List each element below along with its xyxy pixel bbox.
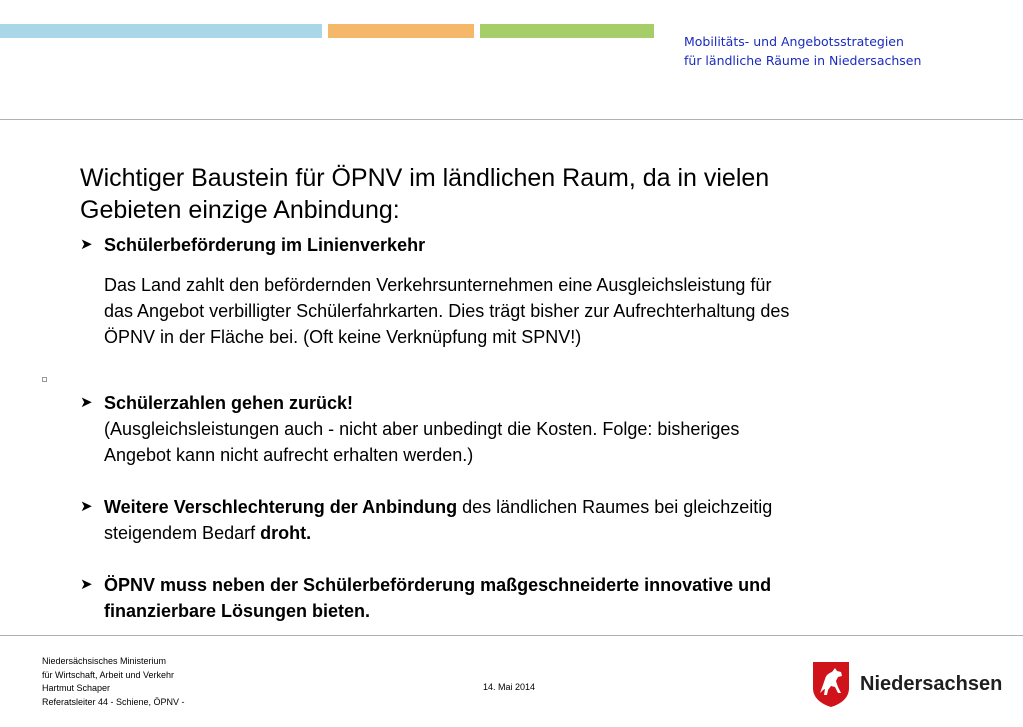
bullet-schuelerzahlen (80, 390, 960, 416)
header-title-line2: für ländliche Räume in Niedersachsen (684, 53, 922, 68)
footer-date: 14. Mai 2014 (483, 682, 536, 692)
body-line: das Angebot verbilligter Schülerfahrkarten. Dies trägt bisher zur Aufrechterhaltung des (104, 301, 790, 321)
bullet-heading: Schülerzahlen gehen zurück! (104, 393, 354, 413)
body-line: Angebot kann nicht aufrecht erhalten werden.) (104, 445, 474, 465)
header-stripe-orange (328, 24, 474, 38)
bullet-heading: Weitere Verschlechterung der Anbindung (104, 497, 458, 517)
arrow-bullet-icon: ➤ (80, 498, 93, 515)
bullet-oepnv-loesungen (80, 572, 960, 624)
bullet-verschlechterung (80, 494, 960, 520)
niedersachsen-logo (811, 660, 1003, 710)
body-line: ÖPNV in der Fläche bei. (Oft keine Verknüpfung mit SPNV!) (104, 327, 582, 347)
arrow-bullet-icon: ➤ (80, 236, 93, 253)
placeholder-mark (42, 377, 47, 382)
header-title (684, 32, 921, 70)
bullet-heading: finanzierbare Lösungen bieten. (104, 601, 371, 621)
body-line: Das Land zahlt den befördernden Verkehrsunternehmen eine Ausgleichsleistung für (104, 275, 772, 295)
header-title-line1: Mobilitäts- und Angebotsstrategien (684, 34, 904, 49)
bullet-body (80, 416, 960, 468)
intro-line: Wichtiger Baustein für ÖPNV im ländlichen Raum, da in vielen (80, 164, 770, 192)
bottom-divider (0, 635, 1023, 636)
arrow-bullet-icon: ➤ (80, 394, 93, 411)
body-line: (Ausgleichsleistungen auch - nicht aber unbedingt die Kosten. Folge: bisheriges (104, 419, 740, 439)
logo-text: Niedersachsen (860, 673, 1003, 695)
bullet-heading: Schülerbeförderung im Linienverkehr (104, 235, 426, 255)
bullet-schuelerbefoerderung (80, 232, 960, 258)
bullet-body (80, 272, 960, 350)
lower-saxony-horse-icon (811, 660, 851, 708)
footer-author: Hartmut Schaper (42, 683, 111, 693)
footer-position: Referatsleiter 44 - Schiene, ÖPNV - (42, 696, 185, 707)
header-stripe-blue (0, 24, 322, 38)
body-line-bold: droht. (260, 523, 312, 543)
arrow-bullet-icon: ➤ (80, 576, 93, 593)
bullet-body (80, 520, 960, 546)
footer-ministry-line: für Wirtschaft, Arbeit und Verkehr (42, 669, 175, 680)
intro-text (80, 162, 960, 226)
header-stripe-green (480, 24, 654, 38)
footer-ministry-info (42, 655, 185, 709)
bullet-heading: ÖPNV muss neben der Schülerbeförderung maßgeschneiderte innovative und (104, 575, 772, 595)
intro-line: Gebieten einzige Anbindung: (80, 196, 400, 224)
slide-content (80, 162, 960, 624)
footer-ministry-line: Niedersächsisches Ministerium (42, 656, 167, 666)
top-divider (0, 119, 1023, 120)
body-line-normal: steigendem Bedarf (104, 523, 261, 543)
bullet-heading-rest: des ländlichen Raumes bei gleichzeitig (457, 497, 773, 517)
